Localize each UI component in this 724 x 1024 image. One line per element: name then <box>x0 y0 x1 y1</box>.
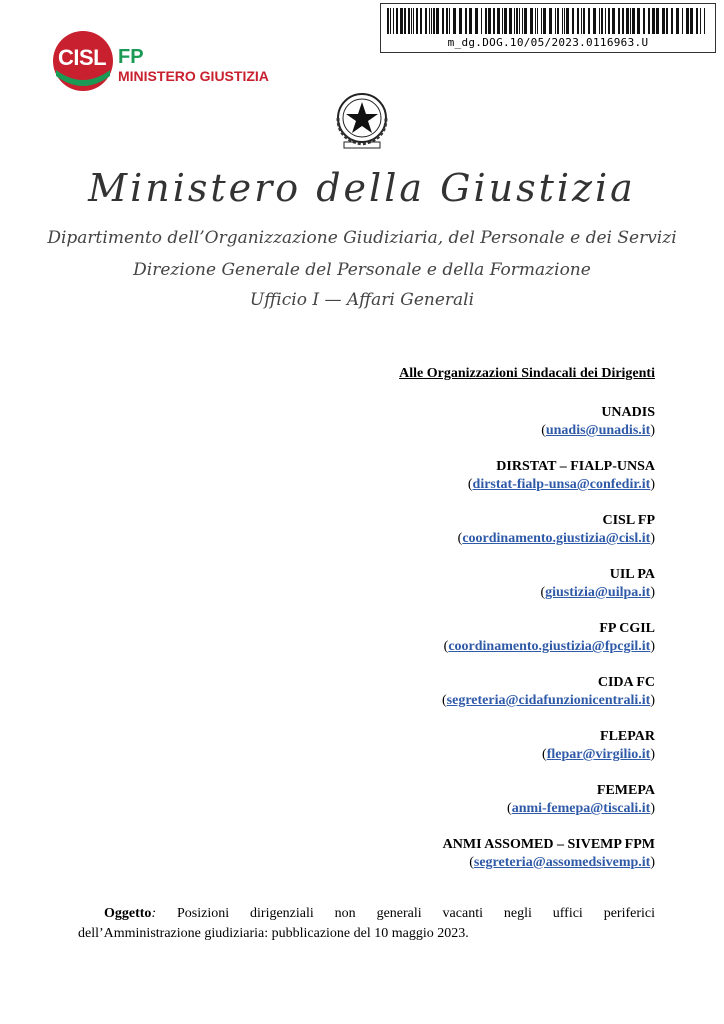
subject-text-2: dell’Amministrazione giudiziaria: pubblicazione del 10 maggio 2023. <box>78 926 469 941</box>
barcode-bar <box>599 8 600 34</box>
direction-line: Direzione Generale del Personale e della Formazione <box>133 260 591 280</box>
subject-line-2 <box>78 924 655 944</box>
recipient-name: UNADIS <box>601 405 655 420</box>
logo-brand-text: CISL <box>58 45 107 70</box>
barcode-bar <box>605 8 606 34</box>
barcode-bar <box>626 8 629 34</box>
barcode-bar <box>704 8 705 34</box>
recipients-header: Alle Organizzazioni Sindacali dei Dirigenti <box>399 366 655 381</box>
recipient-email-link[interactable]: giustizia@uilpa.it <box>545 585 651 600</box>
recipient-email: (giustizia@uilpa.it) <box>540 585 655 600</box>
barcode-bar <box>393 8 394 34</box>
recipient-item <box>399 566 655 602</box>
barcode-bar <box>612 8 615 34</box>
barcode-bar <box>622 8 624 34</box>
recipient-name: FLEPAR <box>600 729 655 744</box>
barcode-bar <box>632 8 635 34</box>
barcode-bar <box>516 8 518 34</box>
barcode-bar <box>588 8 590 34</box>
barcode-bar <box>581 8 582 34</box>
barcode-bar <box>493 8 495 34</box>
barcode-bar <box>549 8 552 34</box>
office-line: Ufficio I — Affari Generali <box>249 290 475 310</box>
logo-suffix-text: FP <box>118 46 144 68</box>
barcode-bar <box>630 8 631 34</box>
barcode-bar <box>465 8 467 34</box>
barcode-bar <box>601 8 603 34</box>
recipient-email: (coordinamento.giustizia@cisl.it) <box>457 531 655 546</box>
barcode-bar <box>608 8 610 34</box>
recipient-item <box>399 620 655 656</box>
barcode-bar <box>481 8 482 34</box>
barcode-bar <box>696 8 698 34</box>
recipient-email-link[interactable]: segreteria@assomedsivemp.it <box>473 855 651 870</box>
barcode-bar <box>404 8 406 34</box>
protocol-code: m_dg.DOG.10/05/2023.0116963.U <box>447 36 649 49</box>
subject-label: Oggetto <box>104 906 152 921</box>
logo-subtitle-text: MINISTERO GIUSTIZIA <box>118 68 269 84</box>
barcode-bar <box>666 8 668 34</box>
barcode-bar <box>541 8 542 34</box>
recipients-block <box>399 366 655 890</box>
barcode-bar <box>509 8 512 34</box>
barcode-graphic <box>387 8 709 34</box>
recipient-item <box>399 458 655 494</box>
italian-republic-emblem-icon <box>330 88 394 152</box>
barcode-bar <box>485 8 487 34</box>
barcode-bar <box>436 8 439 34</box>
recipient-name: CISL FP <box>602 513 655 528</box>
recipient-item <box>399 728 655 764</box>
ministry-title: Ministero della Giustizia <box>88 166 636 210</box>
recipient-email-link[interactable]: coordinamento.giustizia@fpcgil.it <box>448 639 651 654</box>
barcode-bar <box>676 8 679 34</box>
barcode-bar <box>416 8 418 34</box>
barcode-bar <box>656 8 659 34</box>
barcode-bar <box>643 8 645 34</box>
recipient-email-link[interactable]: unadis@unadis.it <box>545 423 651 438</box>
barcode-bar <box>514 8 515 34</box>
barcode-bar <box>652 8 655 34</box>
recipient-name: DIRSTAT – FIALP-UNSA <box>496 459 655 474</box>
barcode-bar <box>662 8 665 34</box>
barcode-bar <box>543 8 546 34</box>
barcode-bar <box>557 8 559 34</box>
barcode-bar <box>400 8 403 34</box>
barcode-bar <box>408 8 410 34</box>
recipient-item <box>399 674 655 710</box>
barcode-bar <box>637 8 640 34</box>
recipient-email-link[interactable]: coordinamento.giustizia@cisl.it <box>462 531 651 546</box>
barcode-bar <box>648 8 650 34</box>
subject-paragraph <box>78 904 655 944</box>
barcode-bar <box>690 8 693 34</box>
barcode-bar <box>411 8 412 34</box>
barcode-bar <box>566 8 569 34</box>
recipient-name: FP CGIL <box>599 621 655 636</box>
subject-text-1: Posizioni dirigenziali non generali vacanti negli uffici periferici <box>177 906 656 921</box>
barcode-bar <box>564 8 565 34</box>
barcode-bar <box>425 8 427 34</box>
department-line: Dipartimento dell’Organizzazione Giudiziaria, del Personale e dei Servizi <box>47 228 677 248</box>
barcode-bar <box>449 8 450 34</box>
barcode-bar <box>497 8 500 34</box>
barcode-bar <box>519 8 520 34</box>
recipient-email: (flepar@virgilio.it) <box>542 747 655 762</box>
protocol-barcode-stamp <box>380 3 716 53</box>
barcode-bar <box>577 8 579 34</box>
barcode-bar <box>387 8 389 34</box>
barcode-bar <box>504 8 507 34</box>
barcode-bar <box>555 8 556 34</box>
barcode-bar <box>535 8 536 34</box>
barcode-bar <box>686 8 689 34</box>
barcode-bar <box>671 8 673 34</box>
barcode-bar <box>396 8 398 34</box>
barcode-bar <box>682 8 683 34</box>
barcode-bar <box>390 8 391 34</box>
recipient-email: (coordinamento.giustizia@fpcgil.it) <box>443 639 655 654</box>
barcode-bar <box>618 8 620 34</box>
recipient-name: FEMEPA <box>596 783 655 798</box>
barcode-bar <box>502 8 503 34</box>
recipient-item <box>399 404 655 440</box>
barcode-bar <box>562 8 563 34</box>
recipient-email-link[interactable]: dirstat-fialp-unsa@confedir.it <box>472 477 651 492</box>
subject-line-1: Oggetto: Posizioni dirigenziali non generali vacanti negli uffici periferici <box>104 906 656 921</box>
recipient-item <box>399 836 655 872</box>
barcode-bar <box>433 8 435 34</box>
barcode-bar <box>530 8 533 34</box>
barcode-bar <box>593 8 596 34</box>
recipient-name: ANMI ASSOMED – SIVEMP FPM <box>442 837 655 852</box>
barcode-bar <box>413 8 414 34</box>
barcode-bar <box>488 8 491 34</box>
barcode-bar <box>475 8 478 34</box>
barcode-bar <box>446 8 448 34</box>
recipient-item <box>399 512 655 548</box>
barcode-bar <box>572 8 574 34</box>
barcode-bar <box>537 8 538 34</box>
recipient-email: (anmi-femepa@tiscali.it) <box>507 801 655 816</box>
barcode-bar <box>459 8 462 34</box>
recipient-email: (dirstat-fialp-unsa@confedir.it) <box>467 477 655 492</box>
barcode-bar <box>524 8 527 34</box>
recipient-email: (unadis@unadis.it) <box>541 423 655 438</box>
barcode-bar <box>442 8 444 34</box>
recipient-name: CIDA FC <box>597 675 655 690</box>
recipient-name: UIL PA <box>609 567 655 582</box>
recipient-email-link[interactable]: anmi-femepa@tiscali.it <box>511 801 651 816</box>
recipient-email-link[interactable]: segreteria@cidafunzionicentrali.it <box>446 693 651 708</box>
barcode-bar <box>522 8 523 34</box>
barcode-bar <box>420 8 422 34</box>
barcode-bar <box>469 8 472 34</box>
recipient-item <box>399 782 655 818</box>
recipient-email: (segreteria@cidafunzionicentrali.it) <box>441 693 655 708</box>
barcode-bar <box>700 8 701 34</box>
barcode-bar <box>429 8 430 34</box>
recipient-email: (segreteria@assomedsivemp.it) <box>469 855 655 870</box>
barcode-bar <box>583 8 585 34</box>
barcode-bar <box>453 8 456 34</box>
barcode-bar <box>431 8 432 34</box>
cisl-fp-logo <box>52 30 292 92</box>
recipient-email-link[interactable]: flepar@virgilio.it <box>546 747 651 762</box>
